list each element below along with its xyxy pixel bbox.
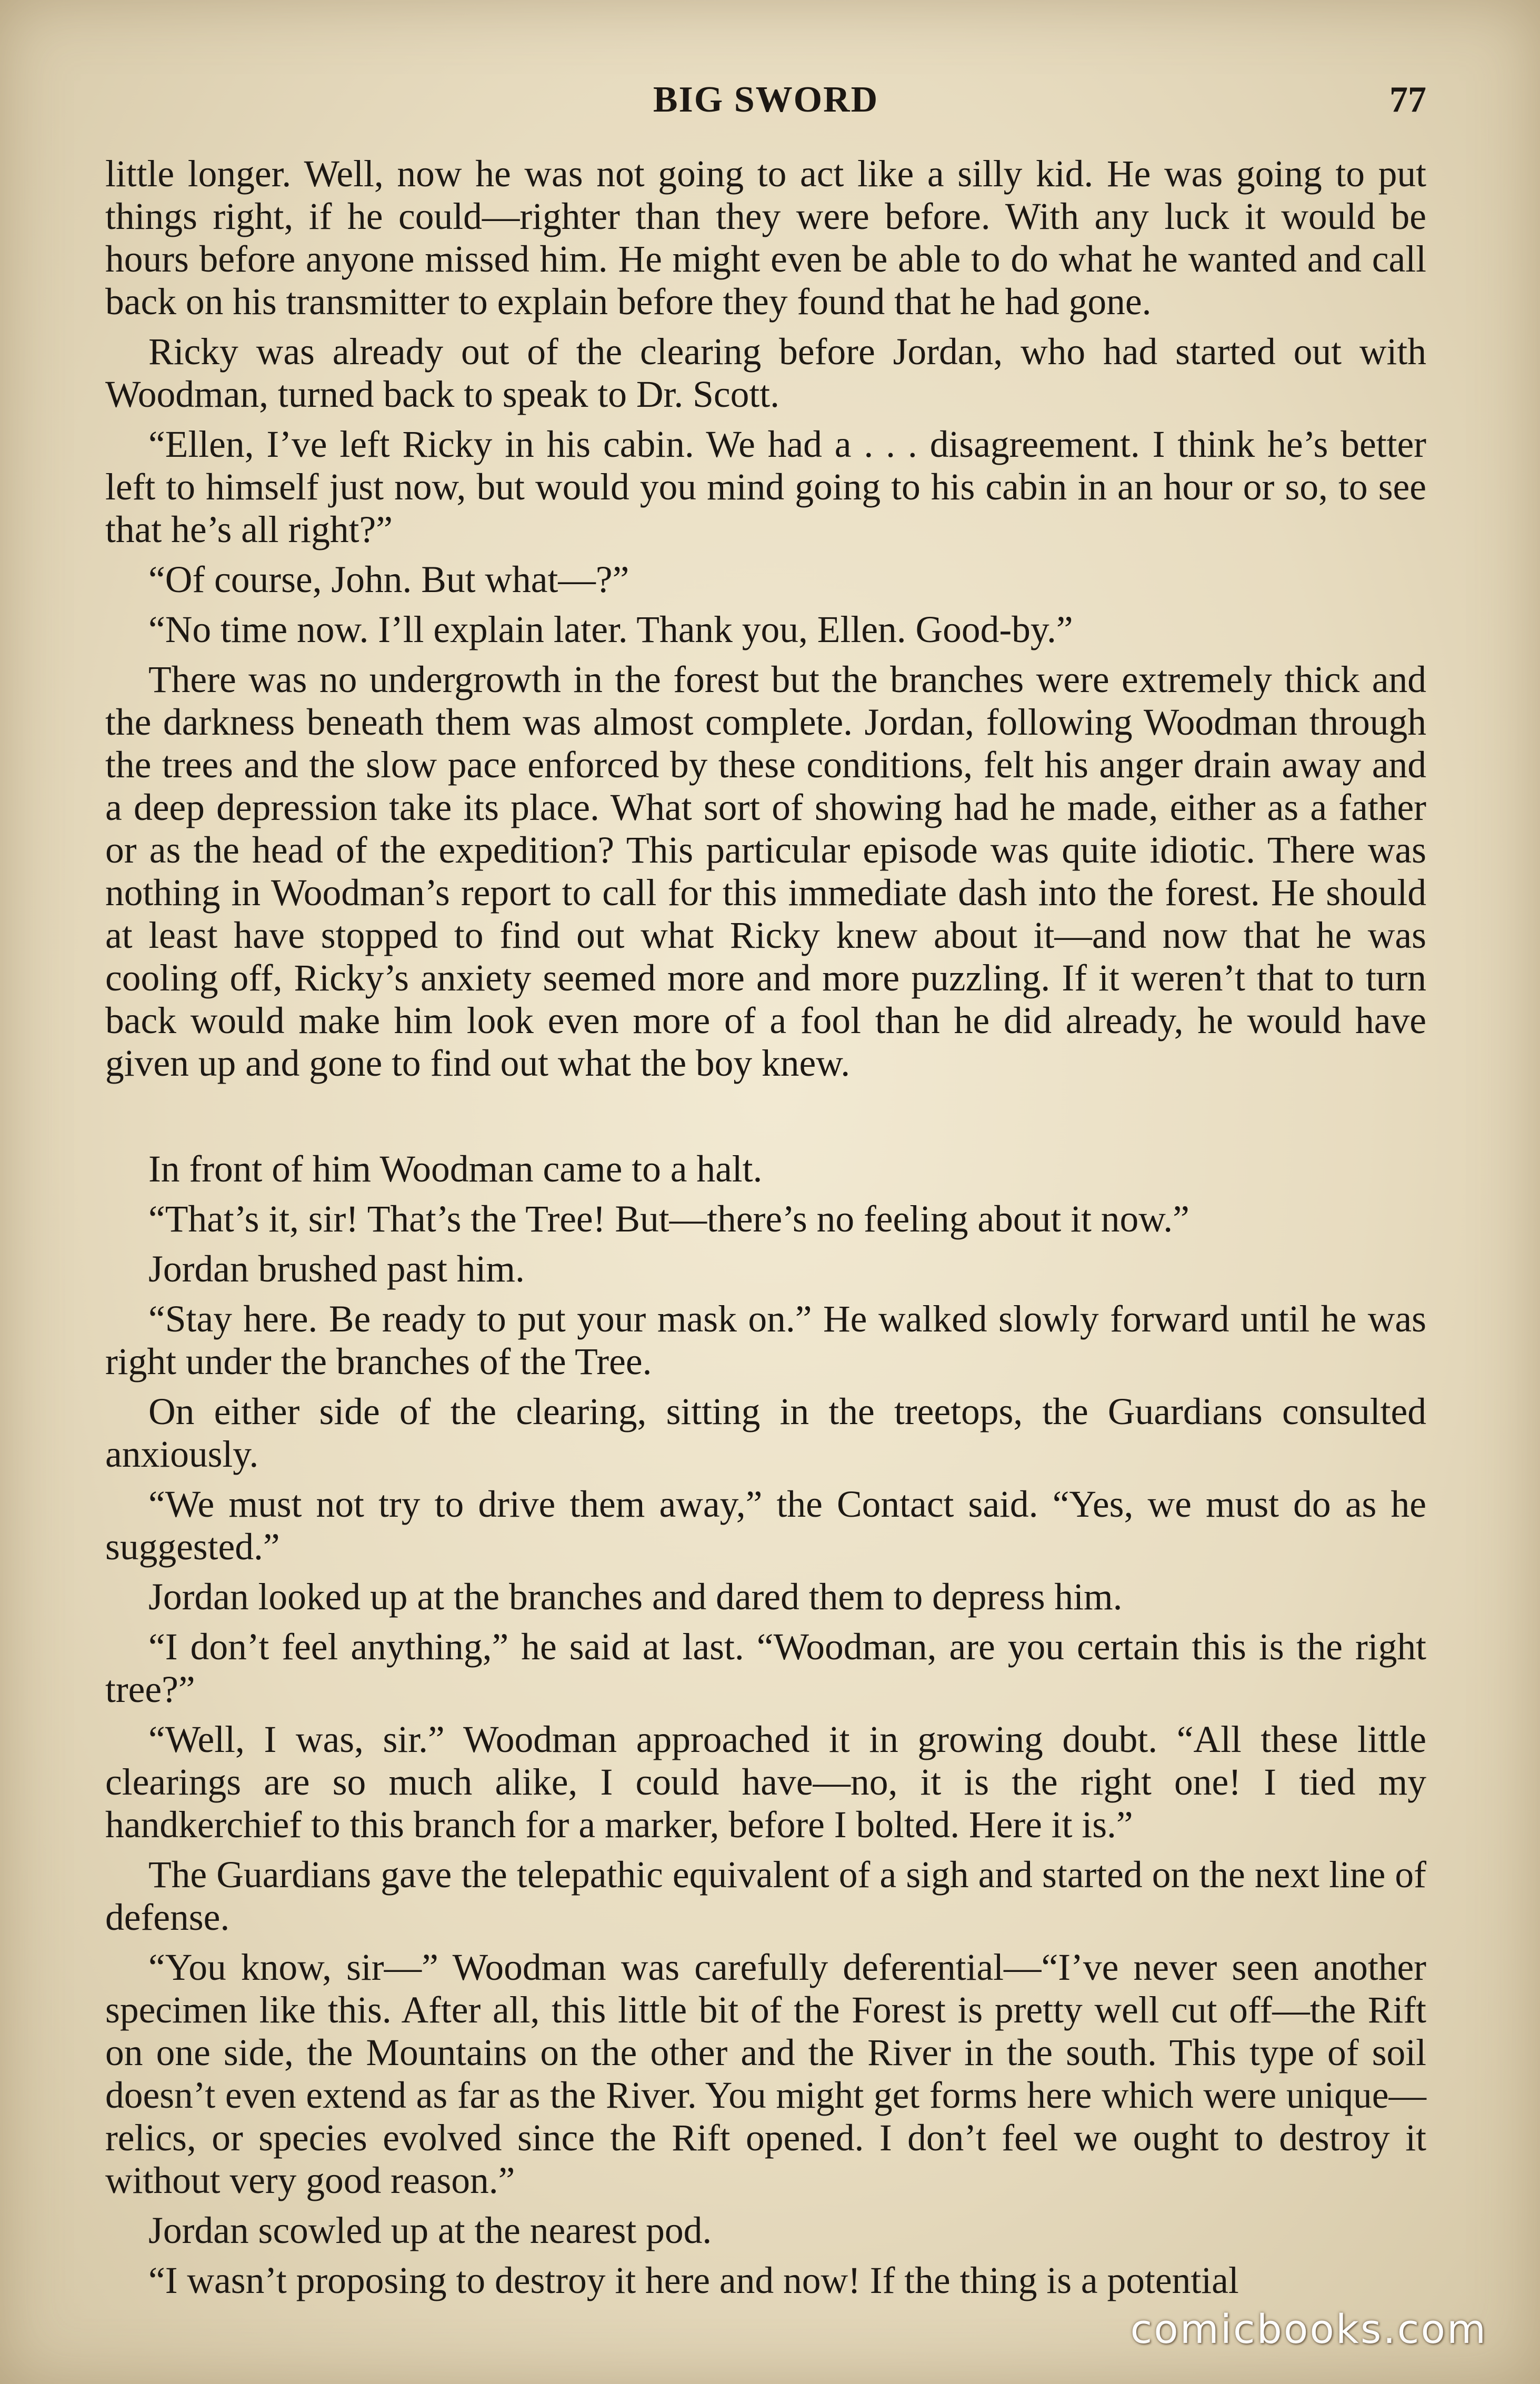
running-head [105,79,1426,132]
paragraph: “Ellen, I’ve left Ricky in his cabin. We had a . . . disagreement. I think he’s better left to himself just now, but would you mind going to his cabin in an hour or so, to see that he’s all right?” [105,424,1426,550]
paragraph: “You know, sir—” Woodman was carefully deferential—“I’ve never seen another specimen like this. After all, this little bit of the Forest is pretty well cut off—the Rift on one side, the Mountains on the other and the River in the south. This type of soil doesn’t even extend as far as the River. You might get forms here which were unique—relics, or species evolved since the Rift opened. I don’t feel we ought to destroy it without very good reason.” [105,1947,1426,2201]
paragraph: There was no undergrowth in the forest but the branches were extremely thick and the darkness beneath them was almost complete. Jordan, following Woodman through the trees and the slow pace enforced by these conditions, felt his anger drain away and a deep depression take its place. What sort of showing had he made, either as a father or as the head of the expedition? This particular episode was quite idiotic. There was nothing in Woodman’s report to call for this immediate dash into the forest. He should at least have stopped to find out what Ricky knew about it—and now that he was cooling off, Ricky’s anxiety seemed more and more puzzling. If it weren’t that to turn back would make him look even more of a fool than he did already, he would have given up and gone to find out what the boy knew. [105,659,1426,1084]
paragraph: little longer. Well, now he was not going to act like a silly kid. He was going to put things right, if he could—righter than they were before. With any luck it would be hours before anyone missed him. He might even be able to do what he wanted and call back on his transmitter to explain before they found that he had gone. [105,153,1426,323]
paragraph: Jordan scowled up at the nearest pod. [148,2210,712,2251]
running-title: BIG SWORD [653,79,879,120]
paragraph: “No time now. I’ll explain later. Thank you, Ellen. Good-by.” [148,609,1073,650]
paragraph: “We must not try to drive them away,” the Contact said. “Yes, we must do as he suggested.” [105,1484,1426,1568]
paragraph: “I don’t feel anything,” he said at last. “Woodman, are you certain this is the right tree?” [105,1626,1426,1710]
paragraph: “That’s it, sir! That’s the Tree! But—there’s no feeling about it now.” [148,1198,1189,1240]
paragraph: “Well, I was, sir.” Woodman approached it in growing doubt. “All these little clearings are so much alike, I could have—no, it is the right one! I tied my handkerchief to this branch for a marker, before I bolted. Here it is.” [105,1719,1426,1846]
paragraph: In front of him Woodman came to a halt. [148,1148,763,1190]
watermark: comicbooks.com [1130,2306,1487,2352]
paragraph: “I wasn’t proposing to destroy it here and now! If the thing is a potential [148,2260,1239,2301]
paragraph: On either side of the clearing, sitting in the treetops, the Guardians consulted anxiously. [105,1391,1426,1475]
paragraph: “Stay here. Be ready to put your mask on.” He walked slowly forward until he was right under the branches of the Tree. [105,1298,1426,1383]
page-number: 77 [1389,79,1426,120]
paragraph: “Of course, John. But what—?” [148,559,629,600]
body-text [105,153,1426,2309]
paragraph: Ricky was already out of the clearing before Jordan, who had started out with Woodman, turned back to speak to Dr. Scott. [105,331,1426,415]
paragraph: Jordan brushed past him. [148,1248,525,1290]
paragraph: The Guardians gave the telepathic equivalent of a sigh and started on the next line of defense. [105,1854,1426,1938]
paragraph: Jordan looked up at the branches and dared them to depress him. [148,1576,1123,1618]
